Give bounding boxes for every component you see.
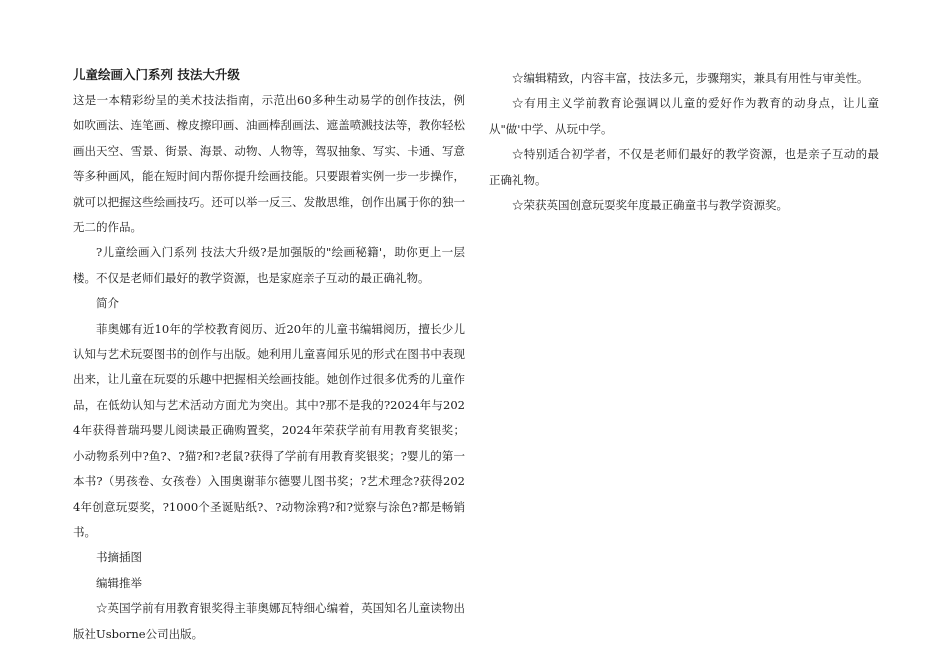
recommend-item-3: ☆有用主义学前教育论强调以儿童的爱好作为教育的动身点，让儿童从"做'中学、从玩中学。 <box>489 96 879 136</box>
author-bio-paragraph: 菲奥娜有近10年的学校教育阅历、近20年的儿童书编辑阅历，擅长少儿认知与艺术玩耍图书的创作与出版。她利用儿童喜闻乐见的形式在图书中表现出来，让儿童在玩耍的乐趣中把握相关绘画技能。她创作过很多优秀的儿童作品，在低幼认知与艺术活动方面尤为突出。其中?那不是我的?2024年与2024年获得普瑞玛婴儿阅读最正确购置奖，2024年荣获学前有用教育奖银奖；小动物系列中?鱼?、?猫?和?老鼠?获得了学前有用教育奖银奖；?婴儿的第一本书?（男孩卷、女孩卷）入围奥谢菲尔德婴儿图书奖；?艺术理念?获得2024年创意玩耍奖，?1000个圣诞贴纸?、?动物涂鸦?和?觉察与涂色?都是畅销书。 <box>73 321 465 539</box>
intro-paragraph: 这是一本精彩纷呈的美术技法指南，示范出60多种生动易学的创作技法，例如吹画法、连笔画、橡皮擦印画、油画棒刮画法、遮盖喷溅技法等，教你轻松画出天空、雪景、街景、海景、动物、人物等，驾驭抽象、写实、卡通、写意等多种画风，能在短时间内帮你提升绘画技能。只要跟着实例一步一步操作，就可以把握这些绘画技巧。还可以举一反三、发散思维，创作出属于你的独一无二的作品。 <box>73 93 465 235</box>
recommend-item-1: ☆英国学前有用教育银奖得主菲奥娜瓦特细心编着，英国知名儿童读物出版社Usborne公司出版。 <box>73 601 465 641</box>
excerpt-heading: 书摘插图 <box>96 550 142 565</box>
right-column <box>489 66 879 218</box>
recommend-item-2: ☆编辑精致，内容丰富，技法多元，步骤翔实，兼具有用性与审美性。 <box>512 71 869 85</box>
recommend-item-4: ☆特别适合初学者，不仅是老师们最好的教学资源，也是亲子互动的最正确礼物。 <box>489 147 879 187</box>
intro-heading: 简介 <box>96 296 119 311</box>
recommend-item-5: ☆荣获英国创意玩耍奖年度最正确童书与教学资源奖。 <box>512 198 788 213</box>
upgrade-paragraph: ?儿童绘画入门系列 技法大升级?是加强版的"绘画秘籍'，助你更上一层楼。不仅是老师们最好的教学资源，也是家庭亲子互动的最正确礼物。 <box>73 245 465 285</box>
left-column <box>73 66 465 647</box>
document-title: 儿童绘画入门系列 技法大升级 <box>73 67 240 82</box>
recommend-heading: 编辑推举 <box>96 575 142 590</box>
